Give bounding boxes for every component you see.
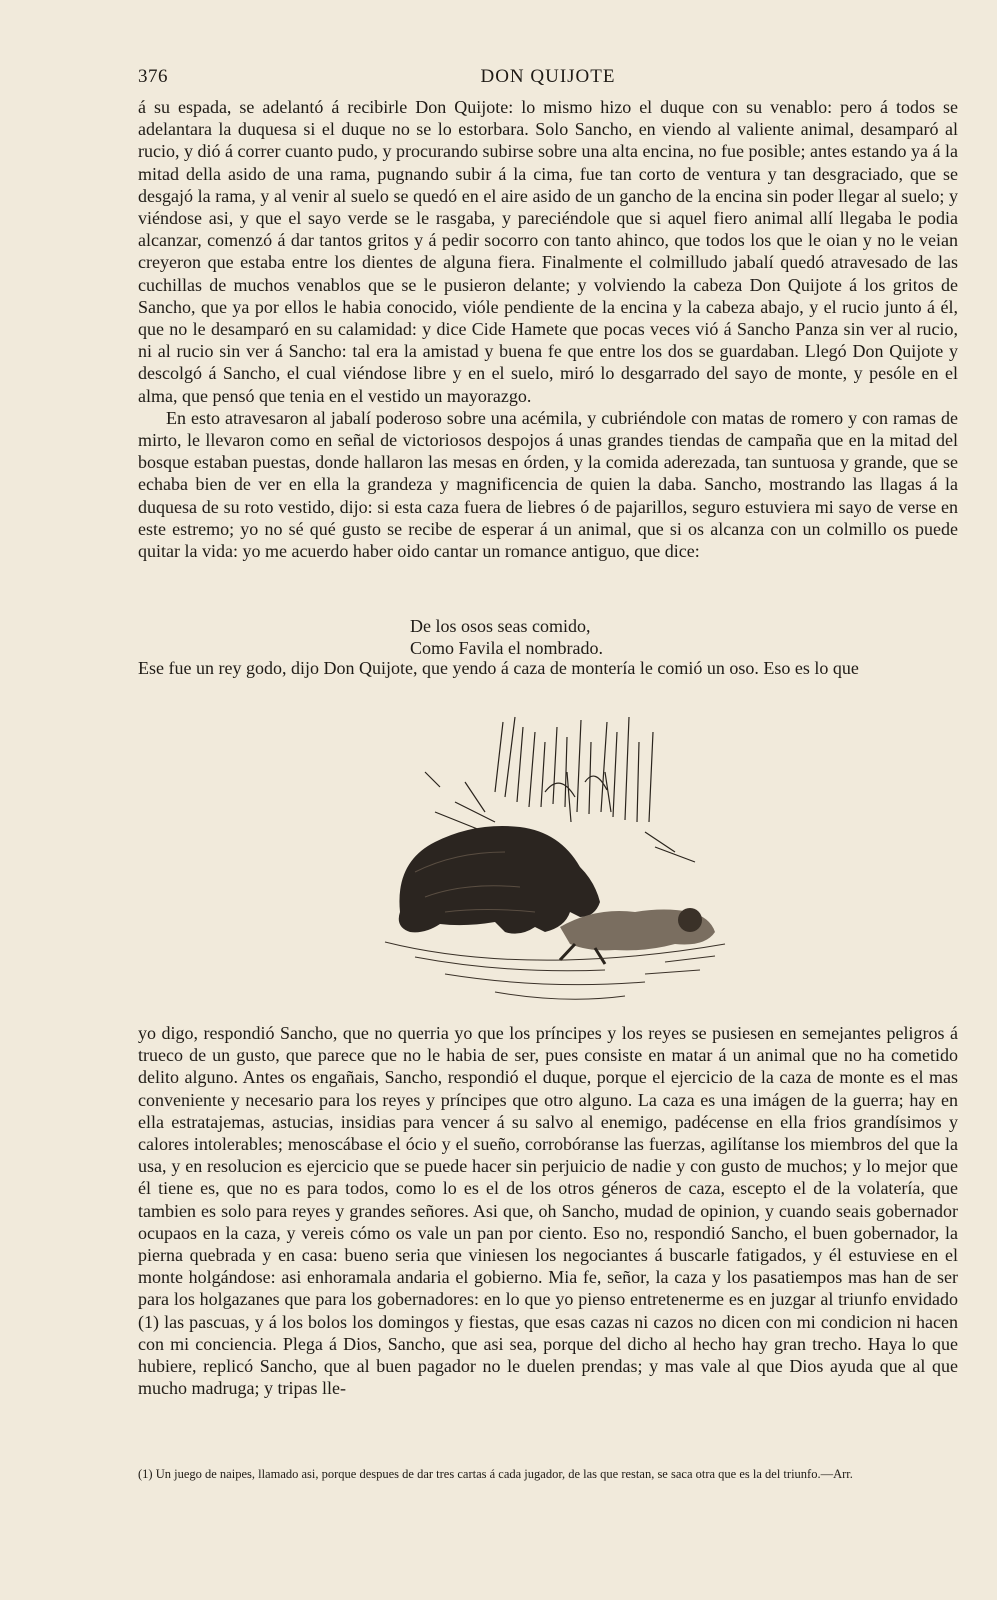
paragraph-4: yo digo, respondió Sancho, que no querria yo que los príncipes y los reyes se pusiesen en semejantes peligros á trueco de un gusto, que parece que no le habia de ser, pues consiste en matar á un animal que no ha cometido delito alguno. Antes os engañais, Sancho, respondió el duque, porque el ejercicio de la caza de monte es el mas conveniente y necesario para los reyes y príncipes que otro alguno. La caza es una imágen de la guerra; hay en ella estratajemas, astucias, insidias para vencer á su salvo al enemigo, padécense en ella frios grandísimos y calores intolerables; menoscábase el ócio y el sueño, corrobóranse las fuerzas, agilítanse los miembros del que la usa, y en resolucion es ejercicio que se puede hacer sin perjuicio de nadie y con gusto de muchos; y lo mejor que él tiene es, que no es para todos, como lo es el de los otros géneros de caza, escepto el de la volatería, que tambien es solo para reyes y grandes señores. Asi que, oh Sancho, mudad de opinion, y cuando seais gobernador ocupaos en la caza, y vereis cómo os vale un pan por ciento. Eso no, respondió Sancho, el buen gobernador, la pierna quebrada y en casa: bueno seria que viniesen los negociantes á buscarle fatigados, y él estuviese en el monte holgándose: asi enhoramala andaria el gobierno. Mia fe, señor, la caza y los pasatiempos mas han de ser para los holgazanes que para los gobernadores: en lo que yo pienso entretenerme es en juzgar al triunfo envidado (1) las pascuas, y á los bolos los domingos y fiestas, que esas cazas ni cazos no dicen con mi condicion ni hacen con mi conciencia. Plega á Dios, Sancho, que asi sea, porque del dicho al hecho hay gran trecho. Haya lo que hubiere, replicó Sancho, que al buen pagador no le duelen prendas; y mas vale al que Dios ayuda que al que mucho madruga; y tripas lle- xyxy=(138,1023,958,1399)
bear-illustration xyxy=(345,712,745,1012)
ground-strokes xyxy=(385,942,725,999)
body-text-mid xyxy=(138,657,958,679)
paragraph-3: Ese fue un rey godo, dijo Don Quijote, que yendo á caza de montería le comió un oso. Eso es lo que xyxy=(138,658,859,678)
page-number: 376 xyxy=(138,66,168,87)
verse-line-1: De los osos seas comido, xyxy=(410,616,591,636)
paragraph-1: á su espada, se adelantó á recibirle Don Quijote: lo mismo hizo el duque con su venablo: pero á todos se adelantara la duquesa si el duque no se lo estorbara. Solo Sancho, en viendo al valiente animal, desamparó al rucio, y dió á correr cuanto pudo, y procurando subirse sobre una alta encina, no fue posible; antes estando ya á la mitad della asido de una rama, pugnando subir á la cima, fue tan corto de ventura y tan desgraciado, que se desgajó la rama, y al venir al suelo se quedó en el aire asido de un gancho de la encina sin poder llegar al suelo; y viéndose asi, y que el sayo verde se le rasgaba, y pareciéndole que si aquel fiero animal allí llegaba le podia alcanzar, comenzó á dar tantos gritos y á pedir socorro con tanto ahinco, que todos los que le oian y no le veian creyeron que estaba entre los dientes de alguna fiera. Finalmente el colmilludo jabalí quedó atravesado de las cuchillas de muchos venablos que se le pusieron delante; y volviendo la cabeza Don Quijote á los gritos de Sancho, que ya por ellos le habia conocido, vióle pendiente de la encina y la cabeza abajo, y el rucio junto á él, que no le desamparó en su calamidad: y dice Cide Hamete que pocas veces vió á Sancho Panza sin ver al rucio, ni al rucio sin ver á Sancho: tal era la amistad y buena fe que entre los dos se guardaban. Llegó Don Quijote y descolgó á Sancho, el cual viéndose libre y en el suelo, miró lo desgarrado del sayo de monte, y pesóle en el alma, que pensó que tenia en el vestido un mayorazgo. xyxy=(138,97,958,406)
footnote: (1) Un juego de naipes, llamado asi, porque despues de dar tres cartas á cada jugador, de las que restan, se saca otra que es la del triunfo.—Arr. xyxy=(138,1467,853,1481)
body-text-top xyxy=(138,96,958,562)
body-text-bottom xyxy=(138,1022,958,1399)
verse-line-2: Como Favila el nombrado. xyxy=(410,638,603,659)
running-title: DON QUIJOTE xyxy=(480,66,616,87)
paragraph-2: En esto atravesaron al jabalí poderoso sobre una acémila, y cubriéndole con matas de romero y con ramas de mirto, le llevaron como en señal de victoriosos despojos á unas grandes tiendas de campaña que en la mitad del bosque estaban puestas, donde hallaron las mesas en órden, y la comida aderezada, tan suntuosa y grande, que se echaba bien de ver en ella la grandeza y magnificencia de quien la daba. Sancho, mostrando las llagas á la duquesa de su roto vestido, dijo: si esta caza fuera de liebres ó de pajarillos, seguro estuviera mi sayo de verse en este estremo; yo no sé qué gusto se recibe de esperar á un animal, que si os alcanza con un colmillo os puede quitar la vida: yo me acuerdo haber oido cantar un romance antiguo, que dice: xyxy=(138,407,958,562)
page-header xyxy=(138,66,958,92)
bear-figure xyxy=(399,826,600,934)
verse-quote xyxy=(410,615,603,659)
